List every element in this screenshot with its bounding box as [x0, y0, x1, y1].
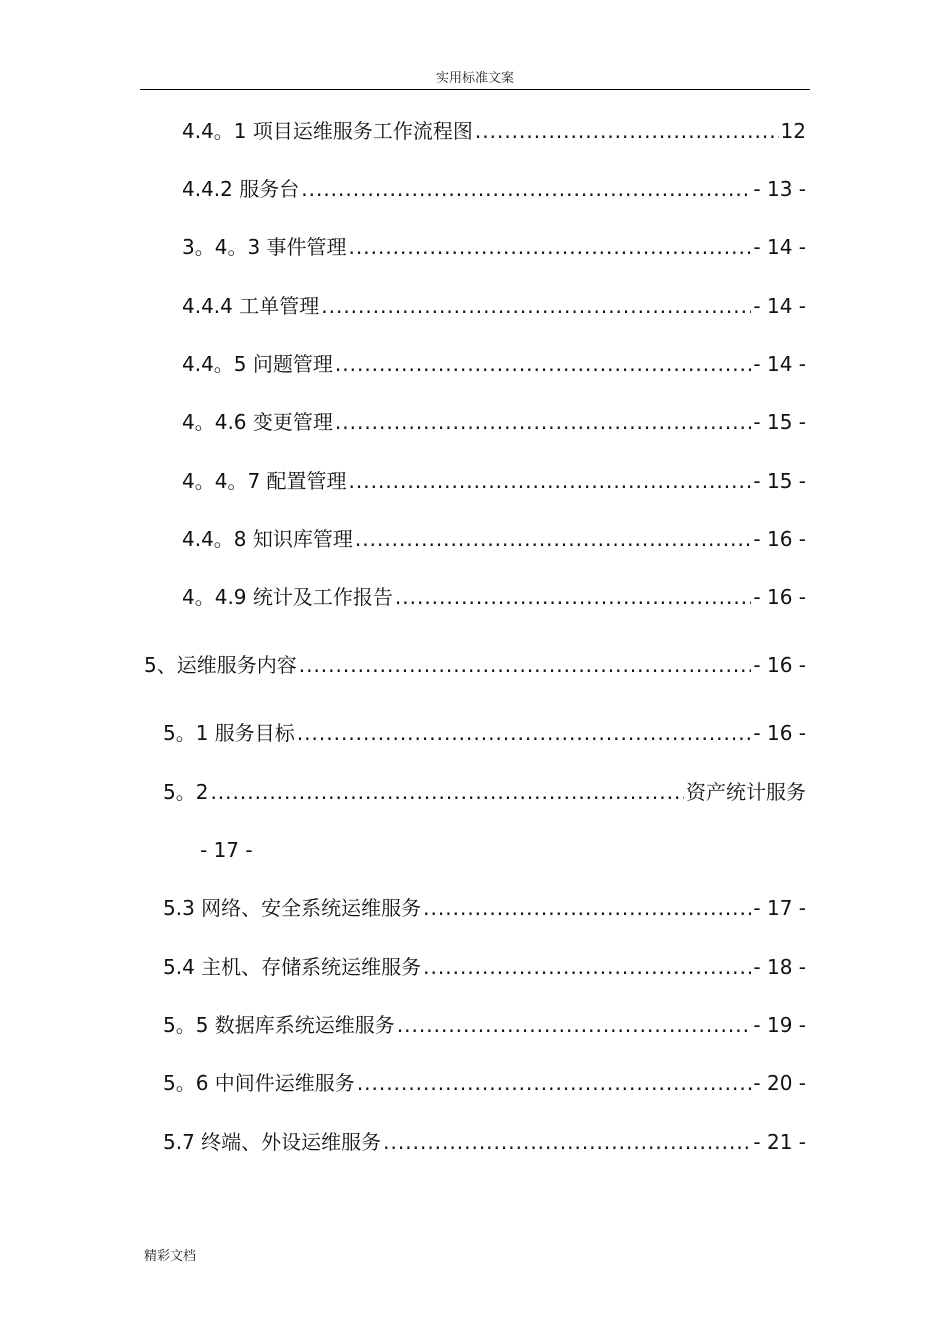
- toc-entry-title: 3。4。3 事件管理: [182, 235, 347, 259]
- toc-leader-dots: [395, 582, 752, 612]
- toc-leader-dots: [210, 777, 684, 807]
- toc-entry-page: - 16 -: [753, 721, 806, 745]
- toc-entry[interactable]: [182, 582, 806, 612]
- toc-entry-title: 4.4。5 问题管理: [182, 352, 333, 376]
- toc-entry-title: 4.4.2 服务台: [182, 177, 300, 201]
- toc-leader-dots: [397, 1010, 752, 1040]
- toc-entry[interactable]: [182, 116, 806, 146]
- toc-entry[interactable]: [163, 952, 806, 982]
- toc-entry-page: - 21 -: [753, 1130, 806, 1154]
- toc-entry-title: 5、运维服务内容: [144, 653, 297, 677]
- toc-entry-page: 12: [780, 119, 806, 143]
- toc-entry-page: - 14 -: [753, 235, 806, 259]
- toc-entry-page: - 13 -: [753, 177, 806, 201]
- toc-entry-title: 4。4。7 配置管理: [182, 469, 347, 493]
- toc-entry-page: - 15 -: [753, 469, 806, 493]
- page-header: 实用标准文案: [435, 71, 514, 86]
- toc-entry[interactable]: [163, 1127, 806, 1157]
- toc-leader-dots: [299, 650, 752, 680]
- toc-entry[interactable]: [182, 466, 806, 496]
- toc-leader-dots: [383, 1127, 751, 1157]
- toc-entry[interactable]: [182, 174, 806, 204]
- toc-leader-dots: [423, 952, 751, 982]
- page-footer: 精彩文档: [144, 1249, 197, 1264]
- toc-entry-title: 4.4。1 项目运维服务工作流程图: [182, 119, 473, 143]
- toc-leader-dots: [475, 116, 779, 146]
- toc-leader-dots: [349, 232, 752, 262]
- toc-entry[interactable]: [182, 407, 806, 437]
- toc-entry[interactable]: [163, 893, 806, 923]
- toc-entry[interactable]: [163, 718, 806, 748]
- toc-entry-page: - 14 -: [753, 294, 806, 318]
- toc-entry-title: 5.3 网络、安全系统运维服务: [163, 896, 422, 920]
- toc-entry-wrapped-page[interactable]: - 17 -: [200, 838, 253, 862]
- toc-entry[interactable]: [163, 777, 806, 807]
- toc-leader-dots: [321, 291, 751, 321]
- toc-entry-title: 4。4.9 统计及工作报告: [182, 585, 393, 609]
- toc-entry-title-tail: 资产统计服务: [686, 780, 806, 804]
- toc-entry[interactable]: [182, 524, 806, 554]
- toc-entry-page: - 16 -: [753, 527, 806, 551]
- toc-entry-title: 5.7 终端、外设运维服务: [163, 1130, 382, 1154]
- toc-entry-page: - 16 -: [753, 653, 806, 677]
- toc-entry-page: - 15 -: [753, 410, 806, 434]
- toc-leader-dots: [349, 466, 752, 496]
- toc-entry-title: 4.4。8 知识库管理: [182, 527, 353, 551]
- toc-entry-page: - 20 -: [753, 1071, 806, 1095]
- toc-leader-dots: [335, 407, 752, 437]
- toc-entry-page: - 18 -: [753, 955, 806, 979]
- toc-leader-dots: [301, 174, 751, 204]
- toc-entry-title: 5。2: [163, 780, 209, 804]
- toc-leader-dots: [357, 1068, 752, 1098]
- toc-entry-title: 5。6 中间件运维服务: [163, 1071, 355, 1095]
- toc-entry[interactable]: [182, 291, 806, 321]
- toc-leader-dots: [355, 524, 752, 554]
- toc-entry-title: 4。4.6 变更管理: [182, 410, 333, 434]
- toc-entry-page: - 16 -: [753, 585, 806, 609]
- toc-entry-page: - 19 -: [753, 1013, 806, 1037]
- toc-entry[interactable]: [182, 349, 806, 379]
- toc-entry-title: 5。1 服务目标: [163, 721, 295, 745]
- toc-entry-chapter[interactable]: [144, 650, 806, 680]
- header-rule: [140, 89, 810, 90]
- toc-entry[interactable]: [163, 1068, 806, 1098]
- toc-entry-page: - 17 -: [753, 896, 806, 920]
- toc-entry-page: - 14 -: [753, 352, 806, 376]
- toc-leader-dots: [335, 349, 752, 379]
- toc-entry[interactable]: [182, 232, 806, 262]
- toc-leader-dots: [423, 893, 751, 923]
- toc-entry-title: 4.4.4 工单管理: [182, 294, 320, 318]
- toc-entry-title: 5.4 主机、存储系统运维服务: [163, 955, 422, 979]
- toc-entry-title: 5。5 数据库系统运维服务: [163, 1013, 395, 1037]
- toc-leader-dots: [297, 718, 752, 748]
- toc-entry[interactable]: [163, 1010, 806, 1040]
